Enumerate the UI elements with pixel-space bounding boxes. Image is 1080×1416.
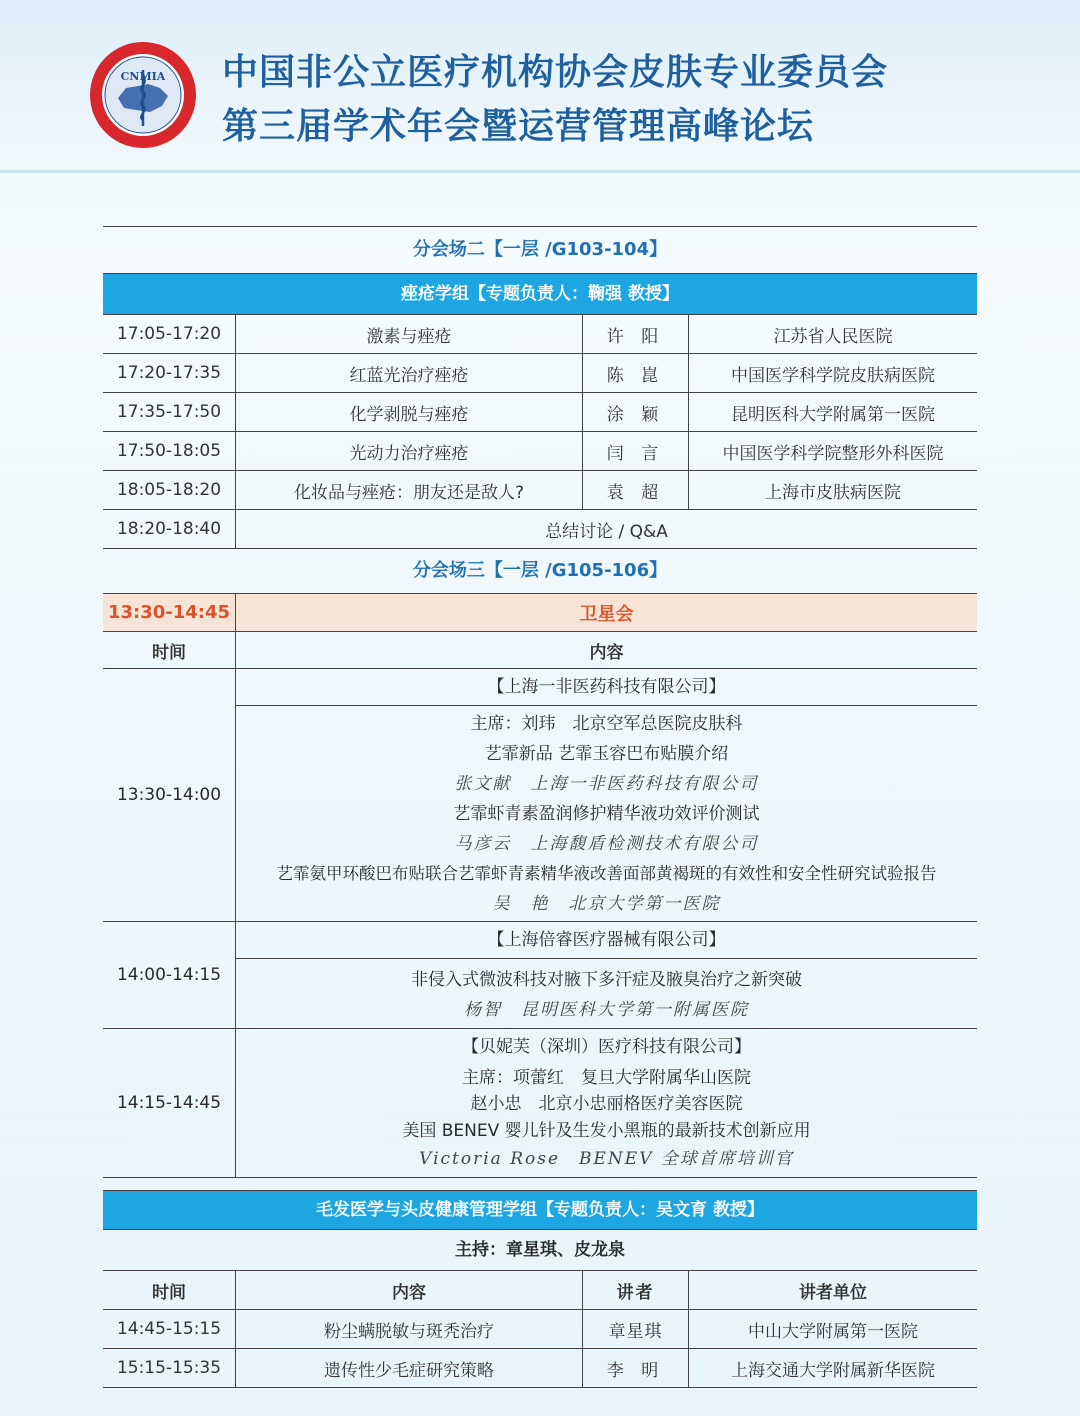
header-title-line1: 中国非公立医疗机构协会皮肤专业委员会 [222, 52, 889, 93]
topic-cell: 红蓝光治疗痤疮 [236, 354, 583, 392]
time-cell: 17:35-17:50 [103, 393, 236, 431]
satellite-title: 卫星会 [579, 603, 634, 625]
talk-line: 主席：刘玮 北京空军总医院皮肤科 [470, 714, 743, 734]
time-cell: 18:20-18:40 [103, 510, 236, 548]
table-header-row [103, 1271, 977, 1310]
table-row [103, 432, 977, 471]
topic-cell: 粉尘螨脱敏与斑秃治疗 [236, 1310, 583, 1348]
session2-table [103, 315, 977, 549]
session3-title: 分会场三【一层 /G105-106】 [412, 560, 668, 581]
speaker-cell: 许 阳 [583, 315, 689, 353]
topic-cell: 遗传性少毛症研究策略 [236, 1349, 583, 1387]
talk-line: 艺霏虾青素盈润修护精华液功效评价测试 [453, 804, 760, 824]
header-content: 内容 [589, 642, 624, 663]
talk-line: 杨智 昆明医科大学第一附属医院 [464, 1000, 749, 1020]
session2-title: 分会场二【一层 /G103-104】 [412, 239, 668, 260]
header-unit: 讲者单位 [799, 1282, 867, 1303]
speaker-cell: 涂 颖 [583, 393, 689, 431]
svg-text:CNMIA: CNMIA [120, 70, 166, 83]
talk-lines [236, 706, 977, 921]
talk-line: 吴 艳 北京大学第一医院 [492, 894, 721, 914]
time-cell: 14:15-14:45 [103, 1029, 236, 1177]
speaker-cell: 袁 超 [583, 471, 689, 509]
talk-line: 美国 BENEV 婴儿针及生发小黑瓶的最新技术创新应用 [402, 1121, 811, 1141]
spacer [103, 1178, 977, 1190]
acne-group-bar: 痤疮学组【专题负责人：鞠强 教授】 [103, 273, 977, 315]
header-speaker: 讲者 [583, 1271, 689, 1309]
talk-line: 非侵入式微波科技对腋下多汗症及腋臭治疗之新突破 [411, 970, 802, 990]
time-cell: 15:15-15:35 [103, 1349, 236, 1387]
table-row [103, 393, 977, 432]
unit-cell: 上海交通大学附属新华医院 [731, 1360, 935, 1381]
summary-row [103, 510, 977, 549]
speaker-cell: 李 明 [583, 1349, 689, 1387]
topic-cell: 光动力治疗痤疮 [236, 432, 583, 470]
unit-cell: 中国医学科学院整形外科医院 [722, 443, 944, 464]
unit-cell: 江苏省人民医院 [773, 326, 893, 347]
talk-line: 赵小忠 北京小忠丽格医疗美容医院 [470, 1094, 743, 1114]
topic-cell: 化妆品与痤疮：朋友还是敌人? [236, 471, 583, 509]
satellite-block [103, 1029, 977, 1178]
company-name: 【上海倍睿医疗器械有限公司】 [236, 922, 977, 959]
hair-group-bar: 毛发医学与头皮健康管理学组【专题负责人：吴文育 教授】 [103, 1190, 977, 1230]
table-row [103, 1310, 977, 1349]
cnmia-logo [88, 40, 198, 150]
company-name: 【上海一非医药科技有限公司】 [236, 669, 977, 706]
talk-line: 艺霏新品 艺霏玉容巴布贴膜介绍 [484, 744, 729, 764]
program-content [103, 226, 977, 1388]
table-row [103, 1349, 977, 1388]
time-cell: 13:30-14:00 [103, 669, 236, 921]
table-header-row [103, 632, 977, 669]
hosts-line: 主持：章星琪、皮龙泉 [455, 1240, 625, 1260]
header-title-line2: 第三届学术年会暨运营管理高峰论坛 [222, 106, 815, 147]
time-cell: 17:20-17:35 [103, 354, 236, 392]
table-row [103, 315, 977, 354]
hair-table [103, 1270, 977, 1388]
time-cell: 14:00-14:15 [103, 922, 236, 1028]
talk-line: 张文献 上海一非医药科技有限公司 [454, 774, 759, 794]
talk-line: Victoria Rose BENEV 全球首席培训官 [419, 1149, 794, 1169]
time-cell: 17:50-18:05 [103, 432, 236, 470]
satellite-block [103, 922, 977, 1029]
unit-cell: 昆明医科大学附属第一医院 [731, 404, 935, 425]
topic-cell: 激素与痤疮 [236, 315, 583, 353]
unit-cell: 中国医学科学院皮肤病医院 [731, 365, 935, 386]
speaker-cell: 章星琪 [583, 1310, 689, 1348]
table-row [103, 471, 977, 510]
unit-cell: 上海市皮肤病医院 [765, 482, 901, 503]
header-time: 时间 [103, 632, 236, 668]
satellite-time: 13:30-14:45 [103, 594, 236, 631]
page-header [0, 0, 1080, 173]
time-cell: 17:05-17:20 [103, 315, 236, 353]
speaker-cell: 闫 言 [583, 432, 689, 470]
satellite-bar [103, 593, 977, 632]
header-time: 时间 [103, 1271, 236, 1309]
time-cell: 18:05-18:20 [103, 471, 236, 509]
summary-cell: 总结讨论 / Q&A [545, 521, 668, 542]
topic-cell: 化学剥脱与痤疮 [236, 393, 583, 431]
company-name: 【贝妮芙（深圳）医疗科技有限公司】 [462, 1037, 751, 1057]
talk-lines [236, 959, 977, 1028]
speaker-cell: 陈 崑 [583, 354, 689, 392]
satellite-block [103, 669, 977, 922]
time-cell: 14:45-15:15 [103, 1310, 236, 1348]
header-topic: 内容 [236, 1271, 583, 1309]
unit-cell: 中山大学附属第一医院 [748, 1321, 918, 1342]
talk-line: 马彦云 上海馥盾检测技术有限公司 [454, 834, 759, 854]
table-row [103, 354, 977, 393]
talk-line: 艺霏氨甲环酸巴布贴联合艺霏虾青素精华液改善面部黄褐斑的有效性和安全性研究试验报告 [276, 864, 937, 883]
talk-line: 主席：项蕾红 复旦大学附属华山医院 [462, 1068, 751, 1088]
talk-lines [236, 1065, 977, 1177]
